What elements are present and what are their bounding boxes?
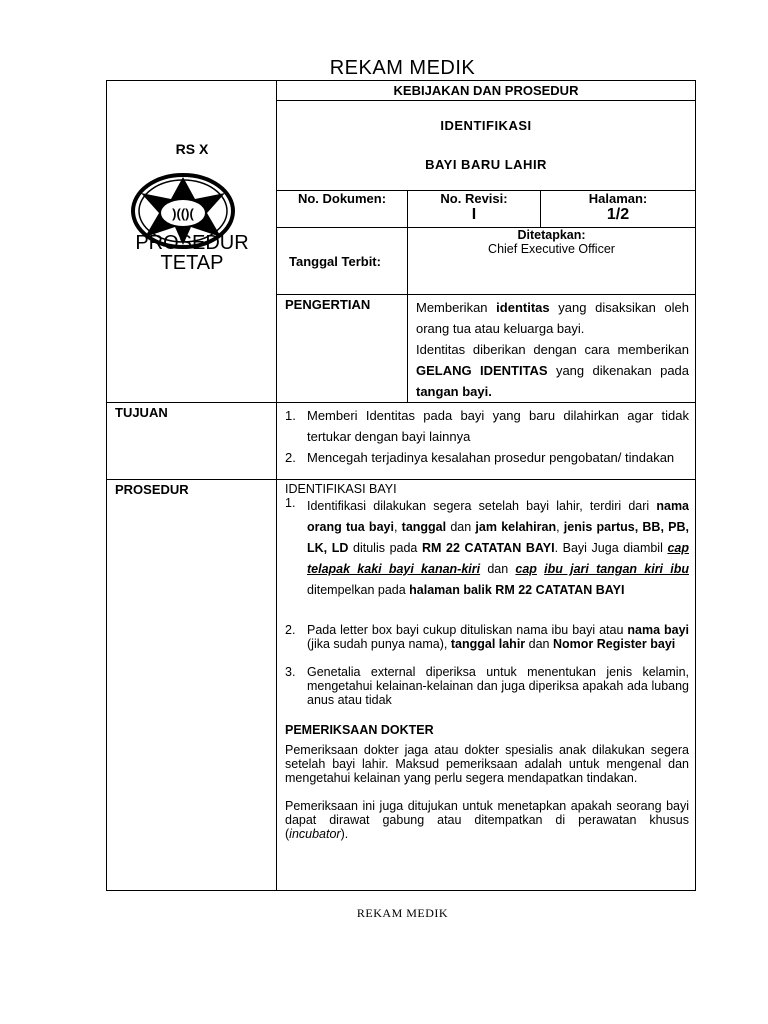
no-revisi-label: No. Revisi: — [440, 191, 508, 206]
policy-title — [277, 101, 696, 191]
org-cell — [107, 81, 277, 403]
prosedur-item: 1. Identifikasi dilakukan segera setelah bayi lahir, terdiri dari nama orang tua bayi, tanggal dan jam kelahiran, jenis partus, BB, PB, LK, LD ditulis pada RM 22 CATATAN BAYI. Bayi Juga diambil cap telapak kaki bayi kanan-kiri dan cap ibu jari tangan kiri ibu ditempelkan pada halaman balik RM 22 CATATAN BAYI — [285, 496, 690, 597]
svg-text:)(()(: )(()( — [172, 206, 194, 221]
tujuan-label: TUJUAN — [107, 403, 277, 480]
pemeriksaan-paragraph-1: Pemeriksaan dokter jaga atau dokter spesialis anak dilakukan segera setelah bayi lahir. Maksud pemeriksaan adalah untuk mengenal dan mengetahui kelainan yang perlu segera mendapatkan tindakan. — [285, 743, 690, 785]
ditetapkan-value: Chief Executive Officer — [488, 242, 615, 256]
ditetapkan-cell — [408, 228, 696, 295]
prosedur-label: PROSEDUR — [107, 480, 277, 891]
section-title-identifikasi: IDENTIFIKASI BAYI — [285, 482, 397, 496]
ditetapkan-label: Ditetapkan: — [517, 228, 586, 242]
tujuan-item: 1. Memberi Identitas pada bayi yang baru dilahirkan agar tidak tertukar dengan bayi lainnya — [285, 408, 690, 444]
halaman-label: Halaman: — [588, 191, 648, 206]
policy-title-line1: IDENTIFIKASI — [440, 118, 532, 133]
tujuan-content — [277, 403, 696, 480]
pengertian-paragraph-2: Identitas diberikan dengan cara memberikan GELANG IDENTITAS yang dikenakan pada tangan bayi. — [416, 342, 690, 399]
page-footer: REKAM MEDIK — [356, 906, 449, 920]
document-type: PROSEDUR TETAP — [135, 232, 249, 274]
no-revisi-cell — [408, 191, 541, 228]
no-dokumen-cell — [277, 191, 408, 228]
hospital-name: RS X — [175, 141, 209, 157]
page-header-title: REKAM MEDIK — [329, 57, 476, 79]
prosedur-content — [277, 480, 696, 891]
tujuan-item: 2. Mencegah terjadinya kesalahan prosedur pengobatan/ tindakan — [285, 450, 675, 465]
pemeriksaan-paragraph-2: Pemeriksaan ini juga ditujukan untuk menetapkan apakah seorang bayi dapat dirawat gabung atau ditempatkan di perawatan khusus (incubator). — [285, 799, 690, 841]
halaman-value: 1/2 — [606, 206, 630, 223]
halaman-cell — [541, 191, 696, 228]
pengertian-paragraph-1: Memberikan identitas yang disaksikan oleh orang tua atau keluarga bayi. — [416, 300, 690, 336]
pengertian-label: PENGERTIAN — [277, 295, 408, 403]
sop-document-table — [106, 80, 696, 891]
policy-title-line2: BAYI BARU LAHIR — [425, 157, 547, 172]
prosedur-item: 2. Pada letter box bayi cukup dituliskan nama ibu bayi atau nama bayi (jika sudah punya nama), tanggal lahir dan Nomor Register bayi — [285, 623, 690, 651]
policy-category: KEBIJAKAN DAN PROSEDUR — [277, 81, 696, 101]
prosedur-item: 3. Genetalia external diperiksa untuk menentukan jenis kelamin, mengetahui kelainan-kelainan dan juga diperiksa apakah ada lubang anus atau tidak — [285, 665, 690, 707]
pengertian-content — [408, 295, 696, 403]
no-dokumen-label: No. Dokumen: — [297, 191, 387, 206]
no-revisi-value: I — [471, 206, 477, 223]
section-title-pemeriksaan: PEMERIKSAAN DOKTER — [285, 723, 434, 737]
tanggal-terbit-label: Tanggal Terbit: — [277, 228, 408, 295]
